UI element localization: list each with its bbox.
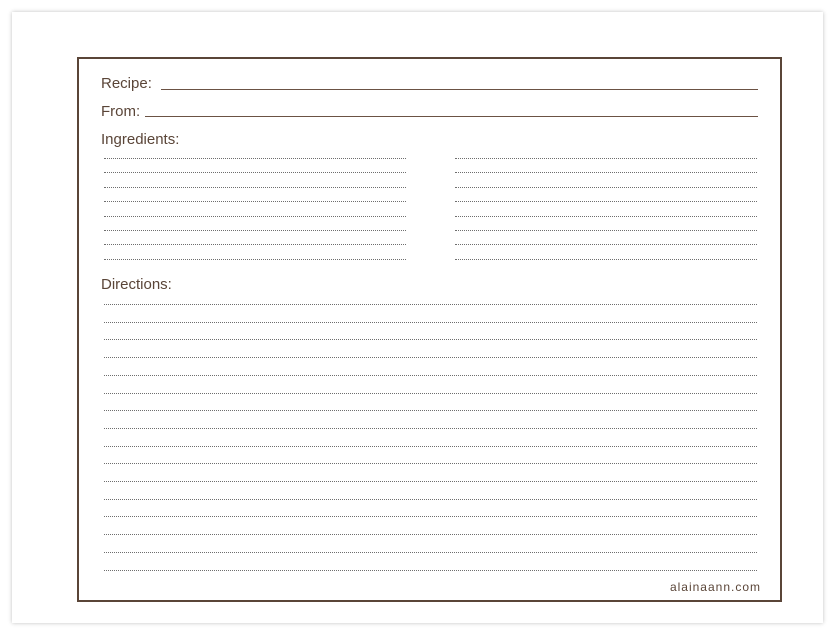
ingredient-line[interactable] bbox=[104, 216, 406, 217]
footer-website: alainaann.com bbox=[669, 580, 761, 594]
direction-line[interactable] bbox=[104, 534, 757, 535]
direction-line[interactable] bbox=[104, 322, 757, 323]
ingredient-line[interactable] bbox=[104, 230, 406, 231]
direction-line[interactable] bbox=[104, 446, 757, 447]
direction-line[interactable] bbox=[104, 570, 757, 571]
ingredients-label: Ingredients: bbox=[101, 131, 180, 148]
ingredient-line[interactable] bbox=[455, 259, 757, 260]
ingredient-line[interactable] bbox=[104, 172, 406, 173]
ingredient-line[interactable] bbox=[104, 244, 406, 245]
direction-line[interactable] bbox=[104, 375, 757, 376]
ingredient-line[interactable] bbox=[455, 230, 757, 231]
ingredient-line[interactable] bbox=[455, 187, 757, 188]
direction-line[interactable] bbox=[104, 393, 757, 394]
ingredient-line[interactable] bbox=[104, 259, 406, 260]
from-label: From: bbox=[101, 103, 141, 120]
ingredient-line[interactable] bbox=[455, 172, 757, 173]
ingredient-line[interactable] bbox=[455, 216, 757, 217]
ingredient-line[interactable] bbox=[104, 201, 406, 202]
ingredient-line[interactable] bbox=[455, 244, 757, 245]
direction-line[interactable] bbox=[104, 463, 757, 464]
recipe-field-line[interactable] bbox=[161, 89, 758, 90]
directions-label: Directions: bbox=[101, 276, 172, 293]
ingredient-line[interactable] bbox=[104, 158, 406, 159]
direction-line[interactable] bbox=[104, 428, 757, 429]
direction-line[interactable] bbox=[104, 481, 757, 482]
ingredient-line[interactable] bbox=[455, 158, 757, 159]
from-field-line[interactable] bbox=[145, 116, 758, 117]
direction-line[interactable] bbox=[104, 304, 757, 305]
direction-line[interactable] bbox=[104, 552, 757, 553]
recipe-label: Recipe: bbox=[101, 75, 152, 92]
direction-line[interactable] bbox=[104, 516, 757, 517]
ingredient-line[interactable] bbox=[455, 201, 757, 202]
direction-line[interactable] bbox=[104, 339, 757, 340]
direction-line[interactable] bbox=[104, 357, 757, 358]
ingredient-line[interactable] bbox=[104, 187, 406, 188]
paper-sheet bbox=[12, 12, 823, 623]
direction-line[interactable] bbox=[104, 410, 757, 411]
direction-line[interactable] bbox=[104, 499, 757, 500]
recipe-card bbox=[77, 57, 782, 602]
